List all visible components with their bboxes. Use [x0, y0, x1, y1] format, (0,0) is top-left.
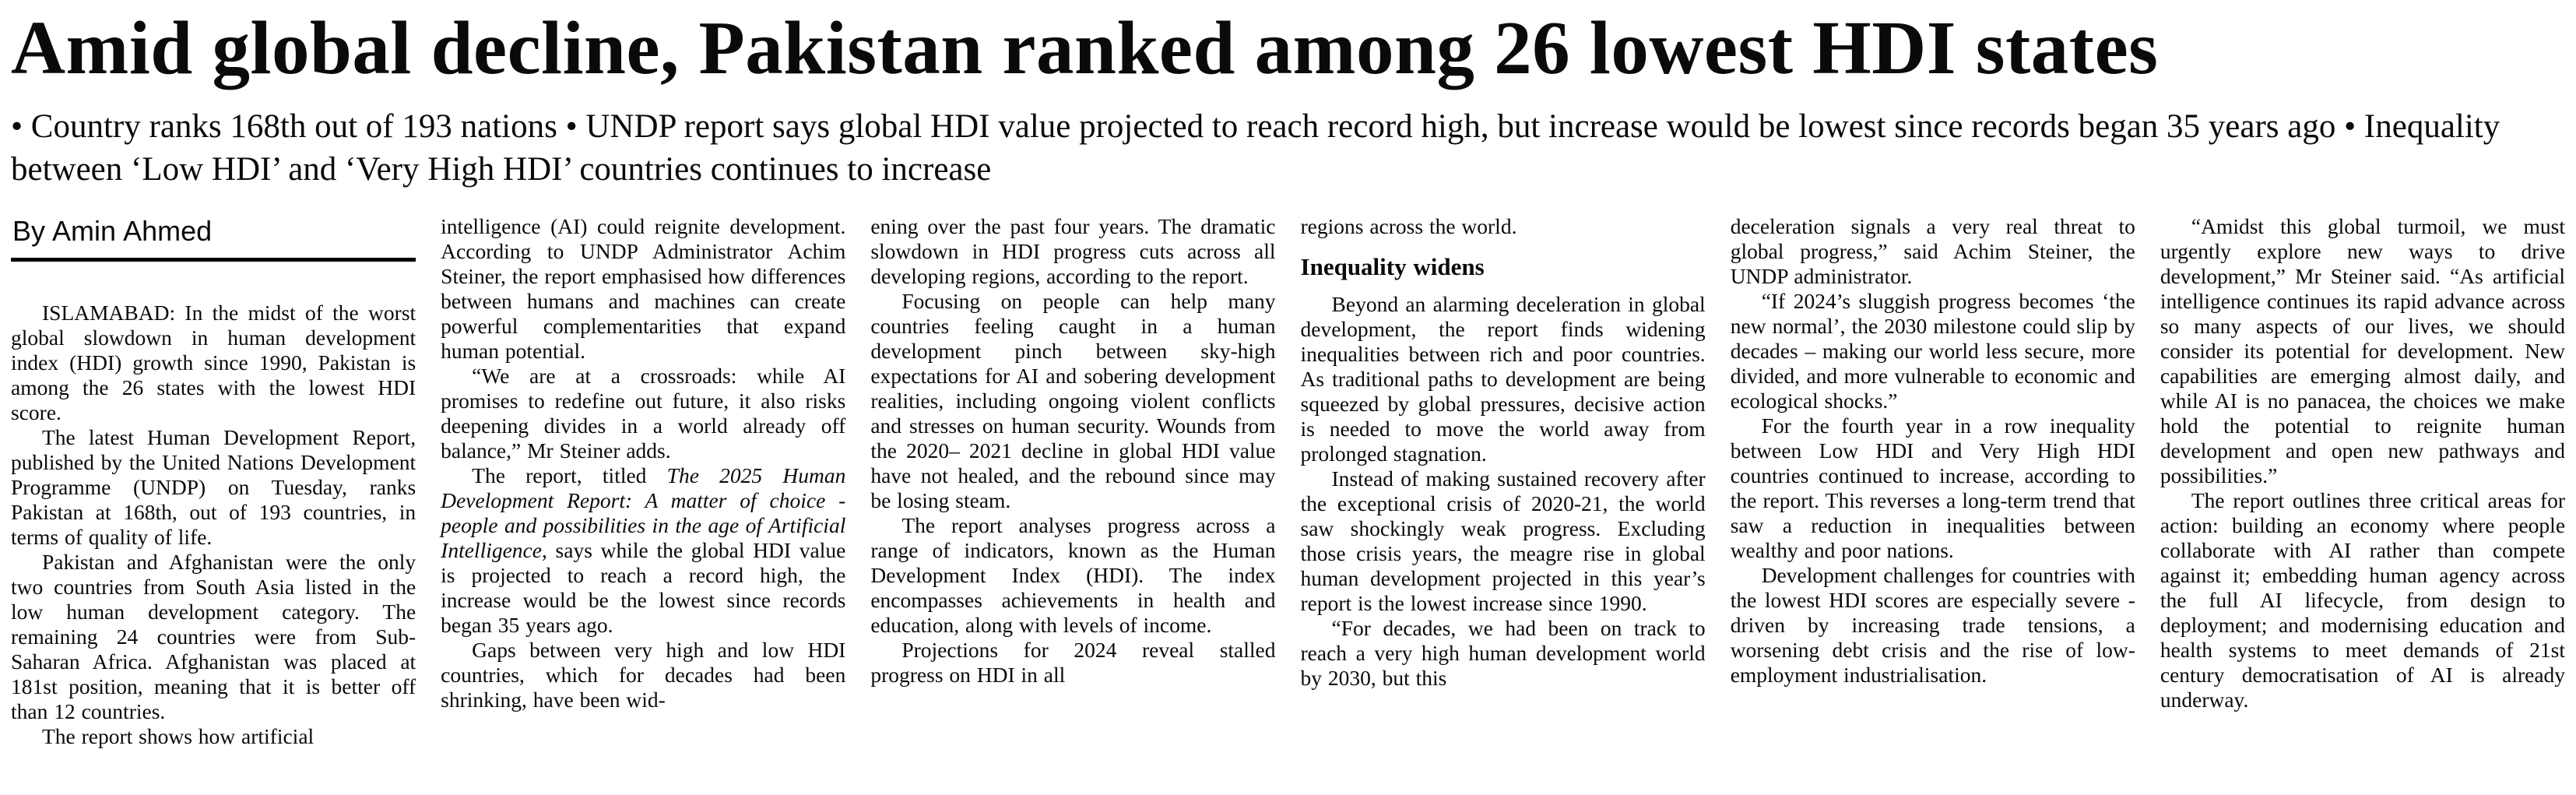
paragraph: ening over the past four years. The dramatic slowdown in HDI progress cuts across all developing regions, according to the report.: [870, 213, 1276, 288]
paragraph: The report analyses progress across a range of indicators, known as the Human Development Index (HDI). The index encompasses achievements in health and education, along with levels of income.: [870, 512, 1276, 637]
paragraph: For the fourth year in a row inequality between Low HDI and Very High HDI countries continued to increase, according to the report. This reverses a long-term trend that saw a reduction in inequalities between wealthy and poor nations.: [1730, 413, 2135, 562]
byline-block: [11, 214, 416, 262]
headline: Amid global decline, Pakistan ranked among 26 lowest HDI states: [11, 6, 2159, 90]
article-columns: [11, 214, 2565, 749]
paragraph: Beyond an alarming deceleration in global development, the report finds widening inequalities between rich and poor countries. As traditional paths to development are being squeezed by global pressures, decisive action is needed to move the world away from prolonged stagnation.: [1300, 291, 1706, 466]
report-title: The 2025 Human Development Report: A matter of choice - people and possibilities in the age of Artificial Intelligence: [441, 463, 846, 562]
standfirst: • Country ranks 168th out of 193 nations • UNDP report says global HDI value projected to reach record high, but increase would be lowest since records began 35 years ago • Inequality between ‘Low HDI’ and ‘Very High HDI’ countries continues to increase: [11, 107, 2500, 188]
paragraph: Projections for 2024 reveal stalled progress on HDI in all: [870, 637, 1276, 687]
paragraph: Focusing on people can help many countries feeling caught in a human development pinch between sky-high expectations for AI and sobering development realities, including ongoing violent conflicts and stresses on human security. Wounds from the 2020– 2021 decline in global HDI value have not healed, and the rebound since may be losing steam.: [870, 288, 1276, 512]
article-column-3: [870, 214, 1275, 688]
paragraph: The report shows how artificial: [42, 723, 315, 748]
paragraph: Instead of making sustained recovery after the exceptional crisis of 2020-21, the world saw shockingly weak progress. Excluding those crisis years, the meagre rise in global human development projected in this year’s report is the lowest increase since 1990.: [1300, 466, 1706, 615]
paragraph-text: The report, titled: [472, 463, 667, 487]
paragraph: The report outlines three critical areas for action: building an economy where people collaborate with AI rather than compete against it; embedding human agency across the full AI lifecycle, from design to deployment; and modernising education and health systems to meet demands of 21st century democratisation of AI is already underway.: [2160, 487, 2566, 712]
paragraph: deceleration signals a very real threat to global progress,” said Achim Steiner, the UNDP administrator.: [1730, 213, 2135, 288]
paragraph: “Amidst this global turmoil, we must urgently explore new ways to drive development,” Mr Steiner said. “As artificial intelligence continues its rapid advance across so many aspects of our lives, we should consider its potential for development. New capabilities are emerging almost daily, and while AI is no panacea, the choices we make hold the potential to reignite human development and open new pathways and possibilities.”: [2160, 213, 2566, 487]
article-column-1: [11, 214, 416, 749]
paragraph: “We are at a crossroads: while AI promises to redefine out future, it also risks deepening divides in a world already off balance,” Mr Steiner adds.: [441, 363, 846, 463]
paragraph: “For decades, we had been on track to reach a very high human development world by 2030, but this: [1300, 615, 1706, 690]
paragraph: “If 2024’s sluggish progress becomes ‘the new normal’, the 2030 milestone could slip by decades – making our world less secure, more divided, and more vulnerable to economic and ecological shocks.”: [1730, 288, 2135, 413]
paragraph: Development challenges for countries with the lowest HDI scores are especially severe - driven by increasing trade tensions, a worsening debt crisis and the rise of low-employment industrialisation.: [1730, 562, 2135, 687]
paragraph: intelligence (AI) could reignite development. According to UNDP Administrator Achim Steiner, the report emphasised how differences between humans and machines can create powerful complementarities that expand human potential.: [441, 213, 846, 363]
paragraph: ISLAMABAD: In the midst of the worst global slowdown in human development index (HDI) growth since 1990, Pakistan is among the 26 states with the lowest HDI score.: [11, 300, 416, 424]
article-column-6: [2160, 214, 2565, 712]
article-column-4: [1301, 214, 1706, 691]
article-column-5: [1731, 214, 2135, 688]
paragraph: Pakistan and Afghanistan were the only two countries from South Asia listed in the low human development category. The remaining 24 countries were from Sub-Saharan Africa. Afghanistan was placed at 181st position, meaning that it is better off than 12 countries.: [11, 549, 416, 723]
paragraph: Gaps between very high and low HDI countries, which for decades had been shrinking, have been wid-: [441, 637, 846, 712]
paragraph: regions across the world.: [1300, 213, 1517, 238]
paragraph: The latest Human Development Report, published by the United Nations Development Programme (UNDP) on Tuesday, ranks Pakistan at 168th, out of 193 countries, in terms of quality of life.: [11, 424, 416, 549]
article-column-2: [441, 214, 845, 712]
paragraph-text: , says while the global HDI value is projected to reach a record high, the increase would be the lowest since records began 35 years ago.: [441, 537, 846, 637]
byline: By Amin Ahmed: [11, 214, 416, 262]
paragraph: [441, 463, 845, 638]
section-subhead: Inequality widens: [1300, 252, 1485, 280]
